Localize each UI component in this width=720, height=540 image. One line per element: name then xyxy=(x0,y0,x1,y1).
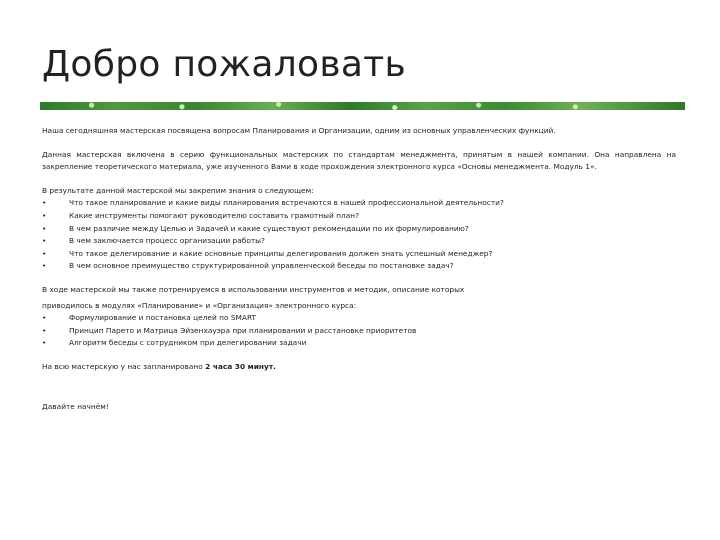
decorative-green-band xyxy=(40,102,685,110)
list-item xyxy=(42,223,676,236)
list-item-text: В чем различие между Целью и Задачей и какие существуют рекомендации по их формулированию? xyxy=(69,223,469,233)
closing-text: Давайте начнём! xyxy=(42,401,109,411)
list-item-text: Формулирование и постановка целей по SMART xyxy=(69,313,257,323)
list-item-text: В чем основное преимущество структурированной управленческой беседы по постановке задач? xyxy=(69,261,454,271)
slide-title: Добро пожаловать xyxy=(42,44,407,85)
knowledge-list xyxy=(42,197,676,273)
list-item xyxy=(42,210,676,223)
intro-text: Наша сегодняшняя мастерская посвящена вопросам Планирования и Организации, одним из основных управленческих функций. xyxy=(42,126,556,135)
schedule-prefix: На всю мастерскую у нас запланировано xyxy=(42,361,206,371)
bullet-icon: • xyxy=(42,313,47,323)
bullet-icon: • xyxy=(42,325,47,335)
list-item xyxy=(42,248,676,261)
list-item xyxy=(42,312,676,325)
bullet-icon: • xyxy=(42,198,47,208)
bullet-icon: • xyxy=(42,248,47,258)
schedule-suffix: . xyxy=(273,361,276,371)
schedule-duration: 2 часа 30 минут xyxy=(205,361,274,371)
list-item-text: Принцип Парето и Матрица Эйзенхауэра при планировании и расстановке приоритетов xyxy=(69,325,417,335)
knowledge-heading: В результате данной мастерской мы закрепим знания о следующем: xyxy=(42,185,314,195)
list-item-text: В чем заключается процесс организации работы? xyxy=(69,236,265,246)
bullet-icon: • xyxy=(42,236,47,246)
series-paragraph: Данная мастерская включена в серию функциональных мастерских по стандартам менеджмента, принятым в нашей компании. Она направлена на закрепление теоретического материала, уже изученного Вами в ходе прохождения электронного курса «Основы менеджмента. Модуль 1». xyxy=(42,149,676,172)
list-item-text: Алгоритм беседы с сотрудником при делегировании задачи xyxy=(69,338,307,348)
practice-list xyxy=(42,312,676,350)
list-item xyxy=(42,197,676,210)
list-item-text: Какие инструменты помогают руководителю составить грамотный план? xyxy=(69,210,359,220)
bullet-icon: • xyxy=(42,261,47,271)
bullet-icon: • xyxy=(42,223,47,233)
list-item xyxy=(42,260,676,273)
practice-intro-line-2: приводилось в модулях «Планирование» и «Организация» электронного курса: xyxy=(42,300,357,310)
schedule-text xyxy=(42,361,676,374)
practice-intro-line-1: В ходе мастерской мы также потренируемся в использовании инструментов и методик, описание которых xyxy=(42,284,465,294)
list-item xyxy=(42,337,676,350)
bullet-icon: • xyxy=(42,210,47,220)
list-item-text: Что такое планирование и какие виды планирования встречаются в нашей профессиональной деятельности? xyxy=(69,198,504,208)
slide-body xyxy=(42,125,676,413)
bullet-icon: • xyxy=(42,338,47,348)
list-item-text: Что такое делегирование и какие основные принципы делегирования должен знать успешный менеджер? xyxy=(69,248,493,258)
list-item xyxy=(42,325,676,338)
list-item xyxy=(42,235,676,248)
